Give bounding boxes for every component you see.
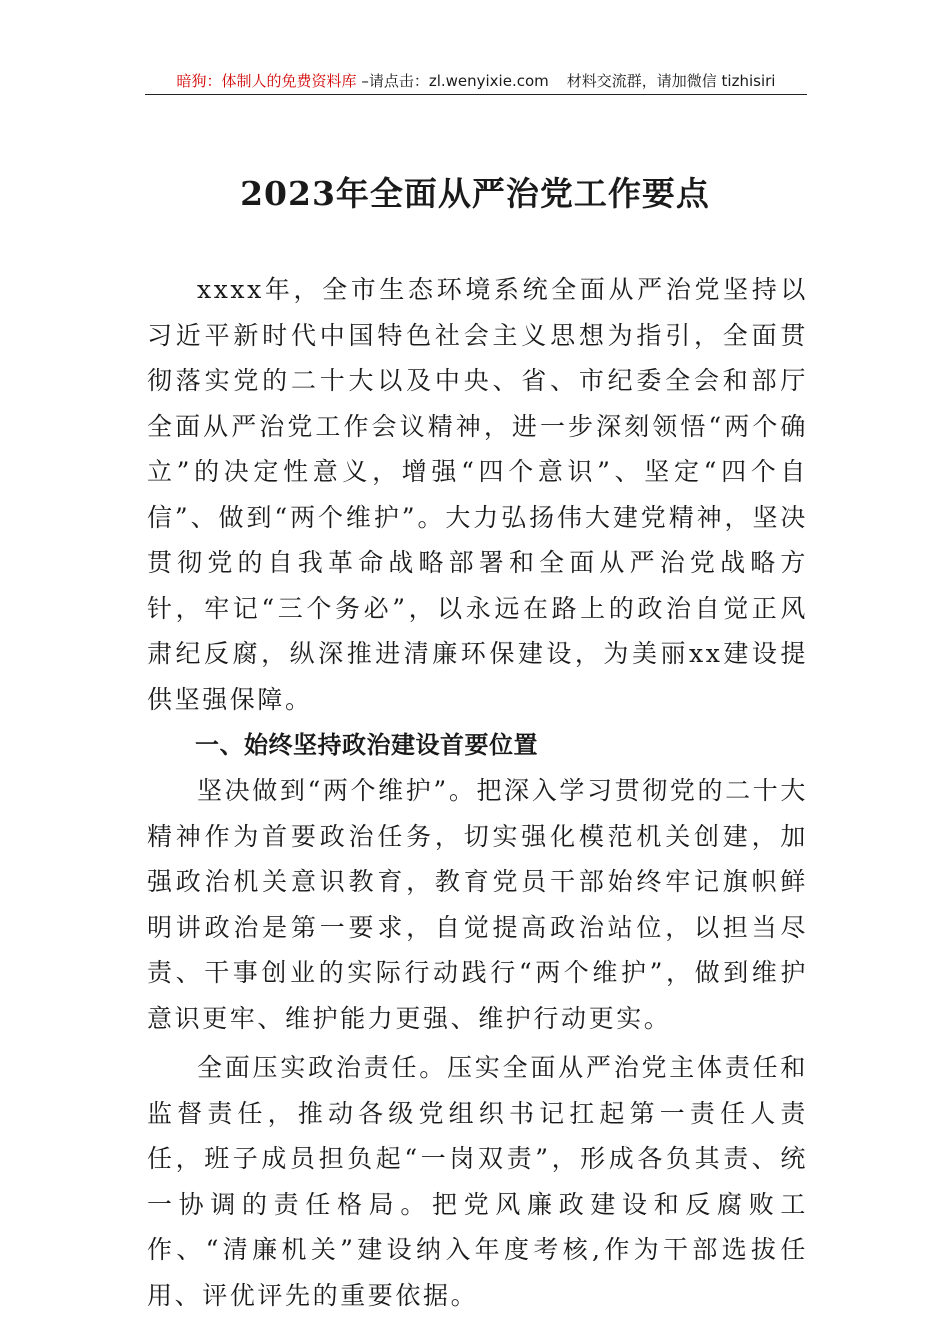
- header-brand: 暗狗：体制人的免费资料库: [176, 72, 357, 90]
- header-url-link[interactable]: zl.wenyixie.com: [428, 72, 549, 90]
- body-paragraph: 全面压实政治责任。压实全面从严治党主体责任和监督责任，推动各级党组织书记扛起第一责任人责任，班子成员担负起“一岗双责”，形成各负其责、统一协调的责任格局。把党风廉政建设和反腐败工作、“清廉机关”建设纳入年度考核,作为干部选拔任用、评优评先的重要依据。: [147, 1053, 808, 1310]
- body-paragraph: 坚决做到“两个维护”。把深入学习贯彻党的二十大精神作为首要政治任务，切实强化模范机关创建，加强政治机关意识教育，教育党员干部始终牢记旗帜鲜明讲政治是第一要求，自觉提高政治站位，以担当尽责、干事创业的实际行动践行“两个维护”，做到维护意识更牢、维护能力更强、维护行动更实。: [147, 776, 808, 1033]
- document-title: 2023年全面从严治党工作要点: [240, 174, 710, 213]
- intro-paragraph: xxxx年，全市生态环境系统全面从严治党坚持以习近平新时代中国特色社会主义思想为指引，全面贯彻落实党的二十大以及中央、省、市纪委全会和部厅全面从严治党工作会议精神，进一步深刻领悟“两个确立”的决定性意义，增强“四个意识”、坚定“四个自信”、做到“两个维护”。大力弘扬伟大建党精神，坚决贯彻党的自我革命战略部署和全面从严治党战略方针，牢记“三个务必”，以永远在路上的政治自觉正风肃纪反腐，纵深推进清廉环保建设，为美丽xx建设提供坚强保障。: [147, 275, 808, 714]
- header-prompt: –请点击：: [356, 72, 429, 90]
- header-contact: 材料交流群，请加微信 tizhisiri: [566, 72, 776, 90]
- page-header: [145, 68, 807, 95]
- section-heading: 一、始终坚持政治建设首要位置: [195, 731, 538, 759]
- document-body: [147, 267, 808, 1318]
